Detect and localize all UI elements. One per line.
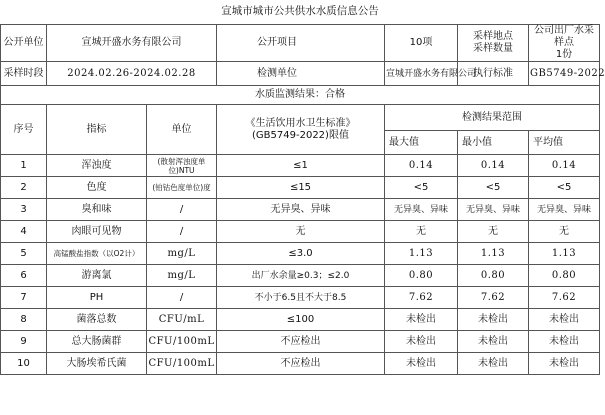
row-limit: 不应检出 [217, 331, 385, 353]
table-row [1, 353, 600, 375]
row-avg: 未检出 [529, 353, 600, 375]
table-row [1, 243, 600, 265]
row-indicator: 游离氯 [47, 265, 147, 287]
row-indicator: 肉眼可见物 [47, 221, 147, 243]
row-min: 1.13 [458, 243, 529, 265]
row-indicator: PH [47, 287, 147, 309]
row-min: <5 [458, 177, 529, 199]
row-avg: 7.62 [529, 287, 600, 309]
row-index: 6 [1, 265, 47, 287]
row-indicator: 大肠埃希氏菌 [47, 353, 147, 375]
summary-row [1, 86, 600, 105]
header-range: 检测结果范围 [385, 105, 600, 131]
row-limit: 出厂水余量≥0.3；≤2.0 [217, 265, 385, 287]
row-unit: mg/L [147, 265, 217, 287]
row-min: 无异臭、异味 [458, 199, 529, 221]
row-indicator: 总大肠菌群 [47, 331, 147, 353]
row-avg: 无 [529, 221, 600, 243]
row-unit: CFU/100mL [147, 331, 217, 353]
items-value: 10项 [385, 25, 458, 62]
header-standard [217, 105, 385, 155]
row-unit: / [147, 287, 217, 309]
row-index: 5 [1, 243, 47, 265]
row-avg: 未检出 [529, 309, 600, 331]
table-row [1, 199, 600, 221]
standard-value: GB5749-2022 [529, 62, 600, 86]
row-min: 0.14 [458, 155, 529, 177]
row-index: 8 [1, 309, 47, 331]
header-max: 最大值 [385, 131, 458, 155]
row-unit: (散射浑浊度单位)NTU [147, 155, 217, 177]
row-unit: (铂钴色度单位)度 [147, 177, 217, 199]
row-index: 1 [1, 155, 47, 177]
header-unit: 单位 [147, 105, 217, 155]
row-indicator: 臭和味 [47, 199, 147, 221]
table-row [1, 221, 600, 243]
table-row [1, 331, 600, 353]
row-limit: ≤1 [217, 155, 385, 177]
sample-value-line1: 公司出厂水采样点 [534, 25, 594, 48]
water-quality-table [0, 24, 605, 375]
table-row [1, 177, 600, 199]
row-unit: / [147, 199, 217, 221]
row-limit: 不小于6.5且不大于8.5 [217, 287, 385, 309]
result-summary: 水质监测结果：合格 [1, 86, 600, 105]
row-max: 0.80 [385, 265, 458, 287]
row-avg: 0.80 [529, 265, 600, 287]
header-indicator: 指标 [47, 105, 147, 155]
row-index: 7 [1, 287, 47, 309]
row-min: 0.80 [458, 265, 529, 287]
standard-label: 执行标准 [458, 62, 529, 86]
unit-label: 公开单位 [1, 25, 47, 62]
row-unit: / [147, 221, 217, 243]
row-min: 未检出 [458, 309, 529, 331]
unit-value: 宣城开盛水务有限公司 [47, 25, 217, 62]
info-row-2 [1, 62, 600, 86]
sample-value-line2: 1份 [555, 49, 573, 60]
period-label: 采样时段 [1, 62, 47, 86]
table-row [1, 309, 600, 331]
row-limit: 无 [217, 221, 385, 243]
header-standard-line1: 《生活饮用水卫生标准》 [245, 117, 356, 129]
row-limit: ≤3.0 [217, 243, 385, 265]
row-unit: mg/L [147, 243, 217, 265]
row-min: 7.62 [458, 287, 529, 309]
row-index: 3 [1, 199, 47, 221]
sample-value [529, 25, 600, 62]
info-row-1 [1, 25, 600, 62]
page-title: 宣城市城市公共供水水质信息公告 [221, 5, 379, 17]
row-avg: 0.14 [529, 155, 600, 177]
header-avg: 平均值 [529, 131, 600, 155]
table-row [1, 287, 600, 309]
row-max: 无 [385, 221, 458, 243]
sample-label-line2: 采样数量 [473, 43, 513, 54]
sample-label [458, 25, 529, 62]
row-index: 9 [1, 331, 47, 353]
row-index: 4 [1, 221, 47, 243]
row-min: 未检出 [458, 353, 529, 375]
sample-label-line1: 采样地点 [473, 31, 513, 42]
row-avg: 1.13 [529, 243, 600, 265]
row-unit: CFU/100mL [147, 353, 217, 375]
row-limit: 无异臭、异味 [217, 199, 385, 221]
row-max: 1.13 [385, 243, 458, 265]
row-avg: 未检出 [529, 331, 600, 353]
header-index: 序号 [1, 105, 47, 155]
items-label: 公开项目 [217, 25, 385, 62]
row-max: 0.14 [385, 155, 458, 177]
header-standard-line2: (GB5749-2022)限值 [252, 129, 349, 141]
row-index: 2 [1, 177, 47, 199]
row-avg: 无异臭、异味 [529, 199, 600, 221]
row-max: 未检出 [385, 331, 458, 353]
row-limit: 不应检出 [217, 353, 385, 375]
table-row [1, 155, 600, 177]
row-max: <5 [385, 177, 458, 199]
row-unit: CFU/mL [147, 309, 217, 331]
lab-value: 宣城开盛水务有限公司 [385, 62, 458, 86]
row-max: 7.62 [385, 287, 458, 309]
row-min: 无 [458, 221, 529, 243]
row-avg: <5 [529, 177, 600, 199]
row-limit: ≤100 [217, 309, 385, 331]
lab-label: 检测单位 [217, 62, 385, 86]
header-min: 最小值 [458, 131, 529, 155]
row-limit: ≤15 [217, 177, 385, 199]
header-row-1 [1, 105, 600, 131]
row-min: 未检出 [458, 331, 529, 353]
row-indicator: 高锰酸盐指数（以O2计） [47, 243, 147, 265]
row-indicator: 菌落总数 [47, 309, 147, 331]
row-max: 未检出 [385, 309, 458, 331]
row-indicator: 浑浊度 [47, 155, 147, 177]
row-max: 无异臭、异味 [385, 199, 458, 221]
row-indicator: 色度 [47, 177, 147, 199]
period-value: 2024.02.26-2024.02.28 [47, 62, 217, 86]
row-max: 未检出 [385, 353, 458, 375]
row-index: 10 [1, 353, 47, 375]
table-row [1, 265, 600, 287]
